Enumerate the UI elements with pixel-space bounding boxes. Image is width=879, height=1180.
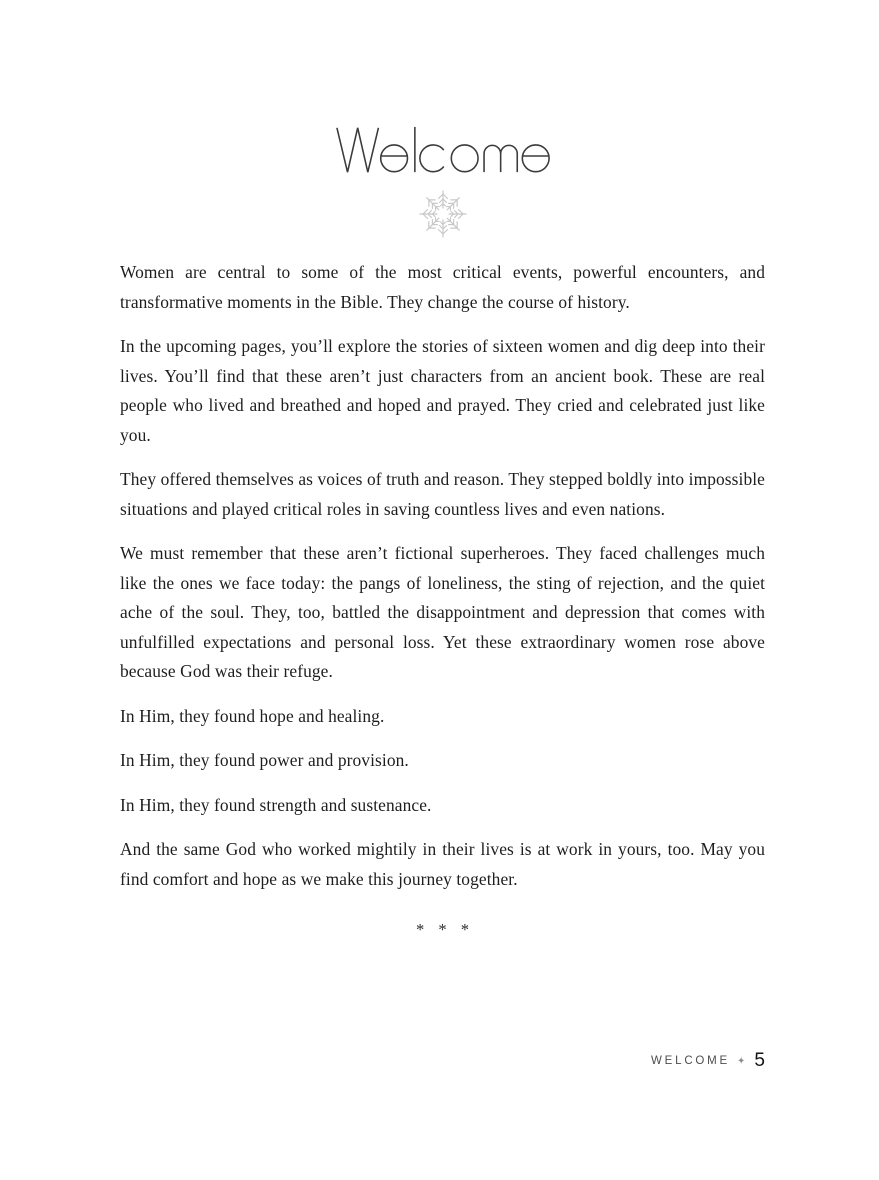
body-paragraph: Women are central to some of the most critical events, powerful encounters, and transformative moments in the Bible. They change the course of history. <box>120 262 765 312</box>
body-paragraph: We must remember that these aren’t fictional superheroes. They faced challenges much like the ones we face today: the pangs of loneliness, the sting of rejection, and the quiet ache of the soul. They, too, battled the disappointment and depression that comes with unfulfilled expectations and personal loss. Yet these extraordinary women rose above because God was their refuge. <box>120 543 765 681</box>
page-title-art <box>336 126 550 174</box>
body-paragraph: In Him, they found power and provision. <box>120 750 409 770</box>
body-paragraph: In the upcoming pages, you’ll explore the stories of sixteen women and dig deep into their lives. You’ll find that these aren’t just characters from an ancient book. These are real people who lived and breathed and hoped and prayed. They cried and celebrated just like you. <box>120 336 765 445</box>
running-head: WELCOME <box>651 1055 731 1067</box>
body-paragraph: In Him, they found hope and healing. <box>120 705 385 726</box>
section-break: * * * <box>416 920 474 939</box>
page-number: 5 <box>754 1050 765 1071</box>
body-paragraph: And the same God who worked mightily in their lives is at work in yours, too. May you find comfort and hope as we make this journey together. <box>120 839 765 889</box>
body-text <box>120 258 765 894</box>
snowflake-ornament-icon <box>417 188 469 240</box>
page-footer <box>651 1050 765 1072</box>
body-paragraph: In Him, they found strength and sustenance. <box>120 794 432 815</box>
page-title <box>120 126 765 174</box>
ornament-block <box>120 188 765 240</box>
diamond-icon: ✦ <box>737 1055 746 1067</box>
body-paragraph: They offered themselves as voices of truth and reason. They stepped boldly into impossible situations and played critical roles in saving countless lives and even nations. <box>120 469 765 519</box>
